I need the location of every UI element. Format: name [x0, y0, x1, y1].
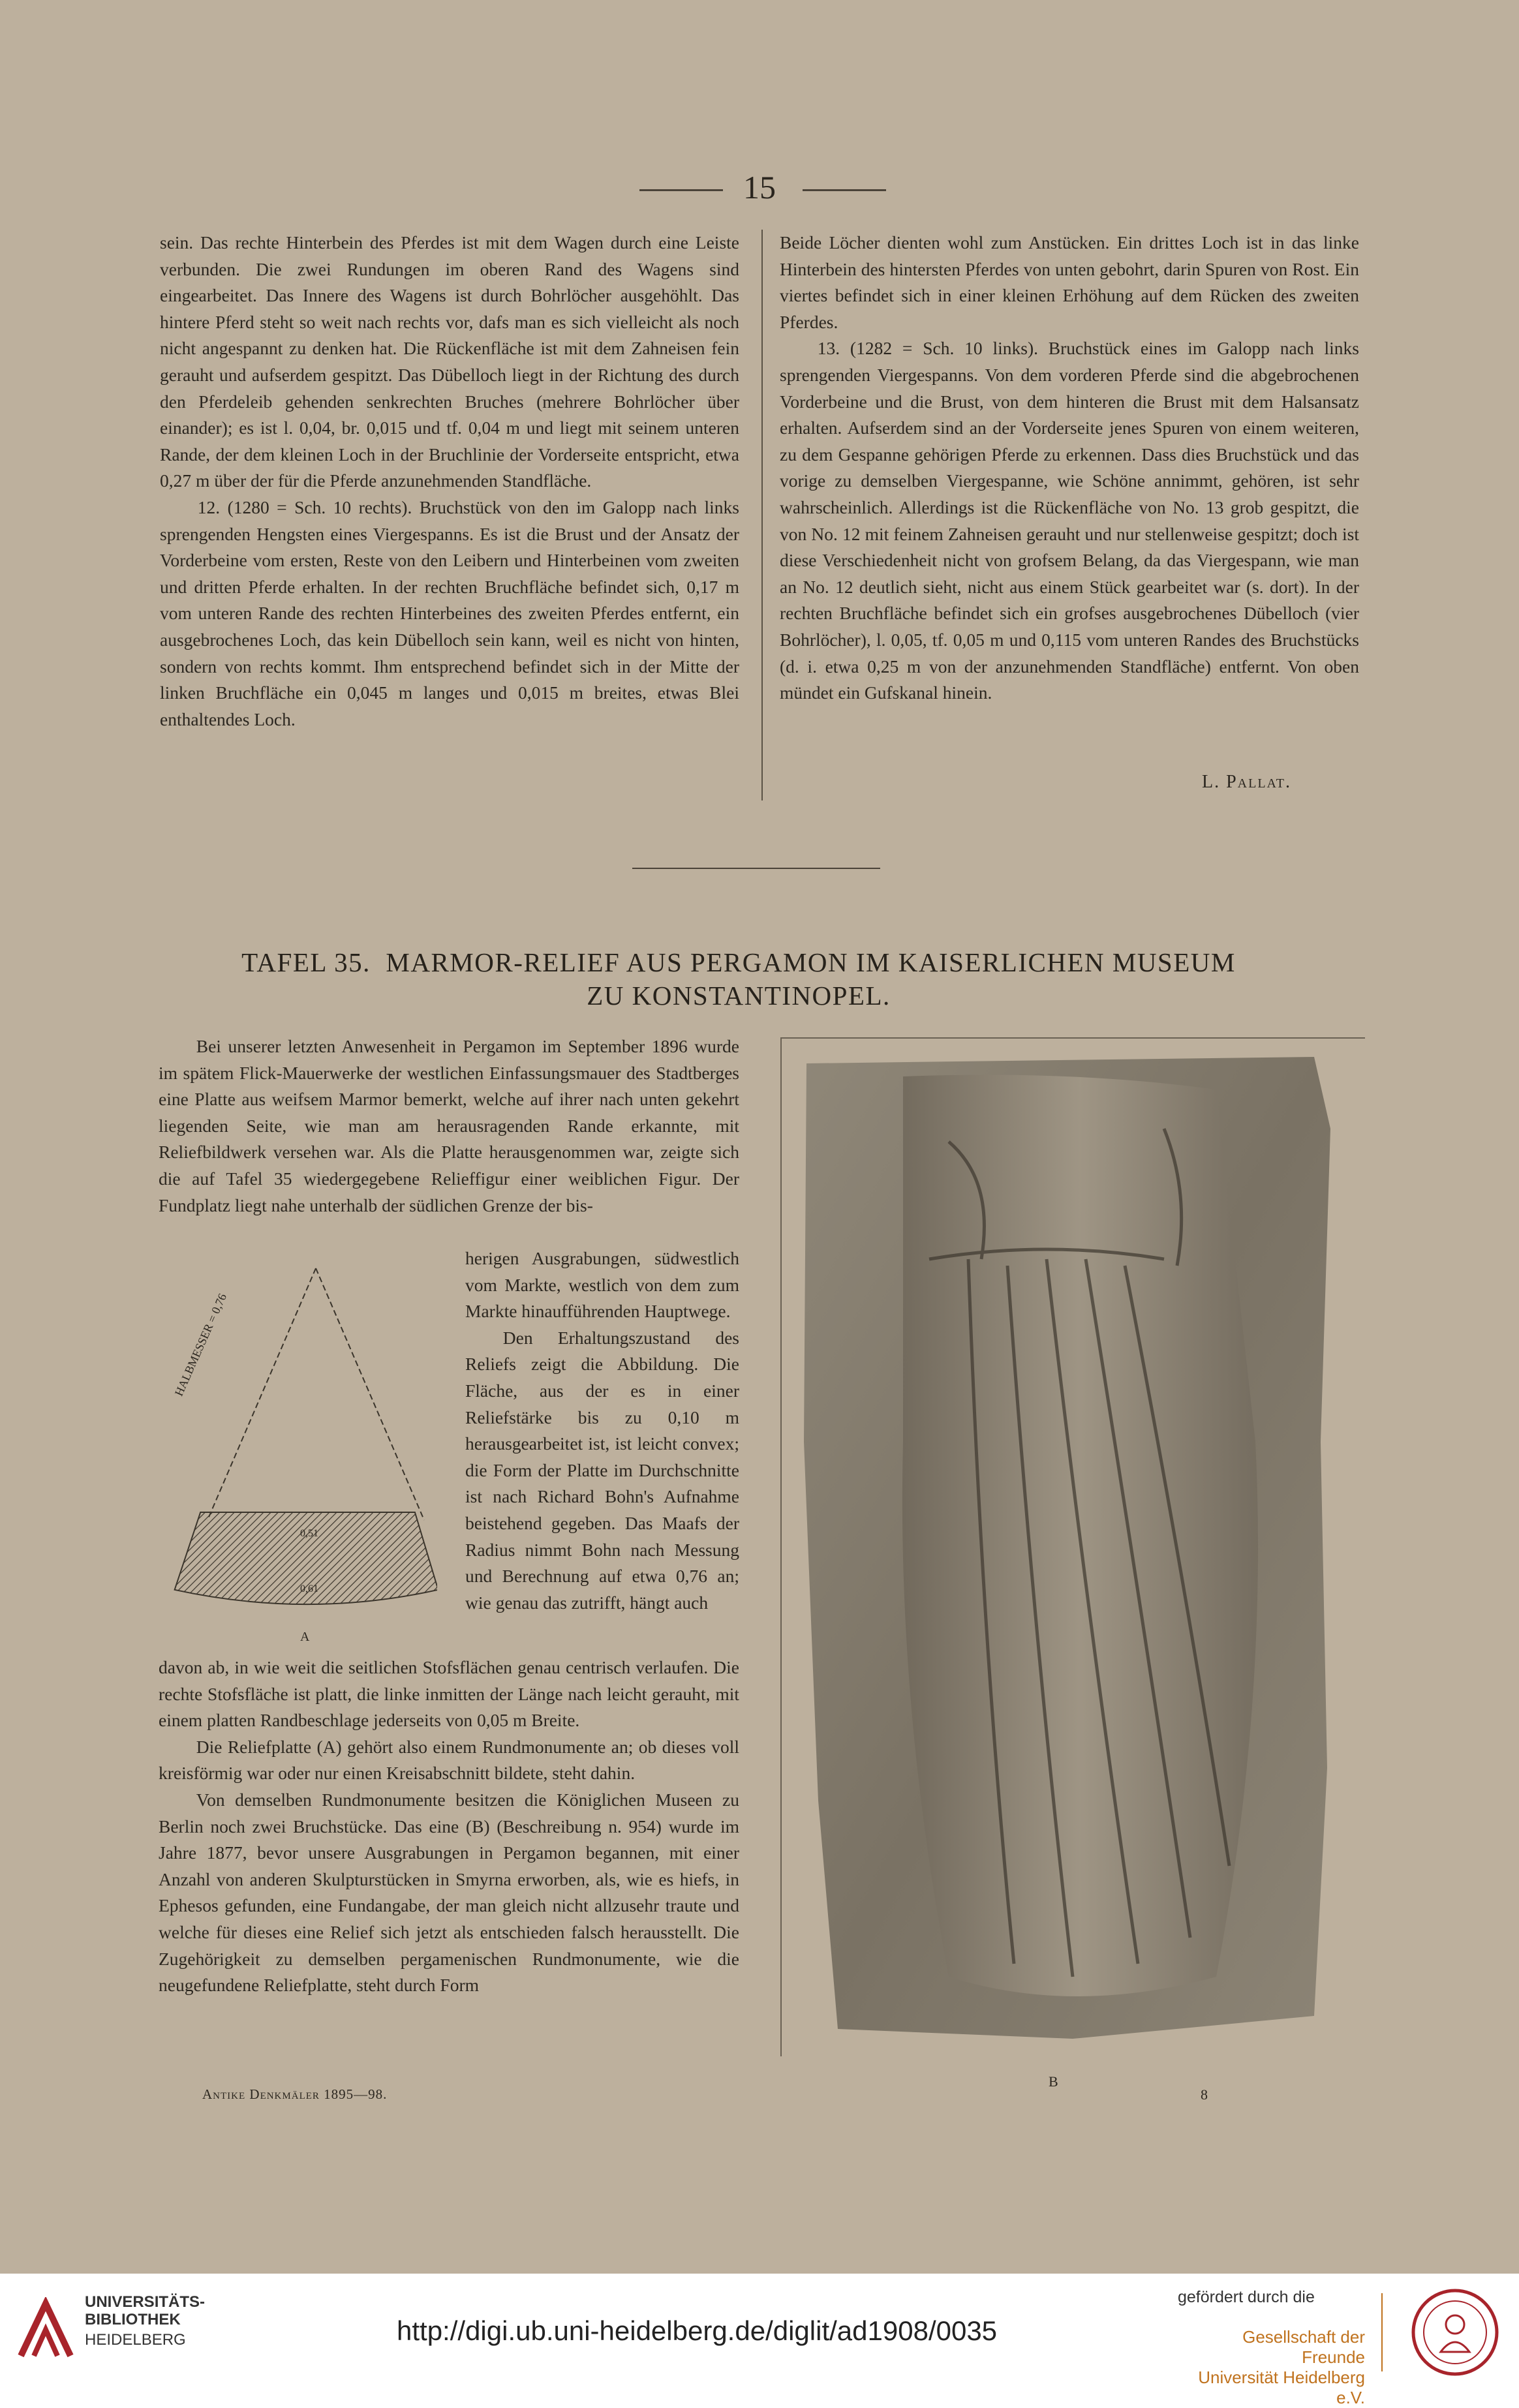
section-separator: [632, 868, 880, 869]
paragraph: davon ab, in wie weit die seitlichen Stofsflächen genau centrisch verlaufen. Die rechte Stofsfläche ist platt, die linke inmitten der Länge nach leicht gerauht, mit einem platten Randbeschlage jederseits von 0,05 m Breite.: [159, 1657, 739, 1731]
heading-line-1: TAFEL 35. MARMOR-RELIEF AUS PERGAMON IM KAISERLICHEN MUSEUM: [241, 947, 1236, 977]
width-bottom-label: 0,61: [300, 1583, 318, 1594]
page-number: 15: [743, 169, 776, 206]
column-divider: [761, 230, 763, 800]
plate-heading: [151, 946, 1326, 1013]
paragraph: Bei unserer letzten Anwesenheit in Pergamon im September 1896 wurde im spätem Flick-Mauerwerke der westlichen Einfassungsmauer des Stadtberges eine Platte aus weifsem Marmor bemerkt, welche auf ihrer nach unten gekehrt liegenden Seite, wie man am herausragenden Rande erkannte, mit Reliefbildwerk versehen war. Als die Platte herausgenommen war, zeigte sich die auf Tafel 35 wiedergegebene Relieffigur einer weiblichen Figur. Der Fundplatz liegt nahe unterhalb der südlichen Grenze der bis-: [159, 1036, 739, 1215]
permalink-url[interactable]: http://digi.ub.uni-heidelberg.de/diglit/ad1908/0035: [397, 2315, 998, 2346]
running-footer: Antike Denkmäler 1895—98.: [202, 2086, 388, 2102]
cross-section-diagram: [155, 1259, 437, 1644]
body-continued: [159, 1654, 739, 1999]
section-label-a: A: [300, 1630, 310, 1644]
paragraph: 13. (1282 = Sch. 10 links). Bruchstück eines im Galopp nach links sprengenden Viergespanns. Von dem vorderen Pferde sind die abgebrochenen Vorderbeine und die Brust, von dem hinteren die Brust mit dem Halsansatz erhalten. Aufserdem sind an der Vorderseite jenes Spuren von einem weiteren, zu dem Gespanne gehörigen Pferde zu erkennen. Dass dies Bruchstück und das vorige zu demselben Viergespanne, wie Schöne annimmt, gehören, ist sehr wahrscheinlich. Allerdings ist die Rückenfläche von No. 13 grob gespitzt, die von No. 12 mit feinem Zahneisen gerauht und nur stellenweise gespitzt; doch ist diese Verschiedenheit nicht von grofsem Belang, da das Viergespann, wie man an No. 12 deutlich sieht, nicht aus einem Stück gearbeitet war (s. dort). In der rechten Bruchfläche befindet sich ein grofses ausgebrochenes Dübelloch (vier Bohrlöcher), l. 0,05, tf. 0,05 m und 0,115 vom unteren Randes des Bruchstücks (d. i. etwa 0,25 m von der anzunehmenden Standfläche) entfernt. Von oben mündet ein Gufskanal hinein.: [780, 338, 1359, 703]
paragraph: Beide Löcher dienten wohl zum Anstücken. Ein drittes Loch ist in das linke Hinterbein des hintersten Pferdes von unten gebohrt, darin Spuren von Rost. Ein viertes befindet sich in einer kleinen Erhöhung auf dem Rücken des zweiten Pferdes.: [780, 232, 1359, 332]
paragraph: herigen Ausgrabungen, südwestlich vom Markte, westlich von dem zum Markte hinaufführenden Hauptwege.: [465, 1248, 739, 1322]
university-seal-icon: [1409, 2287, 1501, 2378]
relief-photo: [799, 1050, 1338, 2055]
body-intro: [159, 1033, 739, 1219]
column-right-top: [780, 230, 1359, 707]
university-library-logo-icon: [14, 2297, 77, 2365]
sponsor-line-1: Gesellschaft der Freunde: [1242, 2327, 1365, 2367]
sponsor-name: [1182, 2327, 1365, 2408]
sponsor-line-2: Universität Heidelberg e.V.: [1198, 2368, 1365, 2407]
library-name: [85, 2293, 205, 2328]
library-line-2: BIBLIOTHEK: [85, 2311, 181, 2328]
author-signoff: L. Pallat.: [1202, 772, 1291, 792]
paragraph: Die Reliefplatte (A) gehört also einem Rundmonumente an; ob dieses voll kreisförmig war oder nur einen Kreisabschnitt bildete, steht dahin.: [159, 1736, 739, 1784]
paragraph: Von demselben Rundmonumente besitzen die Königlichen Museen zu Berlin noch zwei Bruchstücke. Das eine (B) (Beschreibung n. 954) wurde im Jahre 1877, bevor unsere Ausgrabungen in Pergamon begannen, mit einer Anzahl von anderen Skulpturstücken in Smyrna erworben, als, wie es hiefs, in Ephesos gefunden, eine Fundangabe, der man gleich nicht allzusehr traute und welche für dieses eine Relief sich jetzt als entschieden falsch herausstellt. Die Zugehörigkeit zu demselben pergamenischen Rundmonumente, wie die neugefundene Reliefplatte, steht durch Form: [159, 1789, 739, 1996]
photo-label-b: B: [1049, 2073, 1058, 2090]
library-line-3: HEIDELBERG: [85, 2331, 186, 2349]
library-line-1: UNIVERSITÄTS-: [85, 2293, 206, 2311]
column-left-top: [160, 230, 739, 733]
body-beside-diagram: [465, 1245, 739, 1616]
heading-line-2: ZU KONSTANTINOPEL.: [587, 981, 891, 1011]
paragraph: sein. Das rechte Hinterbein des Pferdes ist mit dem Wagen durch eine Leiste verbunden. Die zwei Rundungen im oberen Rand des Wagens sind eingearbeitet. Das Innere des Wagens ist durch Bohrlöcher ausgehöhlt. Das hintere Pferd steht so weit nach rechts vor, dafs man es sich vielleicht als noch nicht angespannt zu denken hat. Die Rückenfläche ist mit dem Zahneisen fein gerauht und aufserdem gespitzt. Das Dübelloch liegt in der Richtung des durch den Pferdeleib gehenden senkrechten Bruches (mehrere Bohrlöcher über einander); es ist l. 0,04, br. 0,015 und tf. 0,04 m und liegt mit seinem unteren Rande, der dem kleinen Loch in der Bruchlinie der Vorderseite entspricht, etwa 0,27 m über der für die Pferde anzunehmenden Standfläche.: [160, 232, 739, 491]
width-top-label: 0,51: [300, 1528, 318, 1539]
paragraph: 12. (1280 = Sch. 10 rechts). Bruchstück von den im Galopp nach links sprengenden Hengsten eines Viergespanns. Es ist die Brust und der Ansatz der Vorderbeine vom ersten, Reste von den Leibern und Hinterbeinen vom zweiten und dritten Pferde erhalten. In der rechten Bruchfläche befindet sich, 0,17 m vom unteren Rande des rechten Hinterbeines des zweiten Pferdes entfernt, ein ausgebrochenes Loch, das kein Dübelloch sein kann, weil es nicht von hinten, sondern von rechts kommt. Ihm entsprechend befindet sich in der Mitte der linken Bruchfläche ein 0,045 m langes und 0,015 m breites, etwas Blei enthaltendes Loch.: [160, 496, 739, 729]
signature-number: 8: [1201, 2086, 1208, 2103]
page-number-rule-right: [803, 189, 886, 191]
sponsor-prefix: gefördert durch die: [1178, 2288, 1315, 2306]
digitization-footer: [0, 2274, 1519, 2407]
sponsor-divider: [1381, 2293, 1383, 2371]
paragraph: Den Erhaltungszustand des Reliefs zeigt die Abbildung. Die Fläche, aus der es in einer Reliefstärke bis zu 0,10 m herausgearbeitet ist, ist leicht convex; die Form der Platte im Durchschnitte ist nach Richard Bohn's Aufnahme beistehend gegeben. Das Maafs der Radius nimmt Bohn nach Messung und Berechnung auf etwa 0,76 an; wie genau das zutrifft, hängt auch: [465, 1327, 739, 1613]
radius-line-right: [316, 1268, 424, 1520]
radius-label: HALBMESSER = 0,76: [172, 1291, 230, 1398]
